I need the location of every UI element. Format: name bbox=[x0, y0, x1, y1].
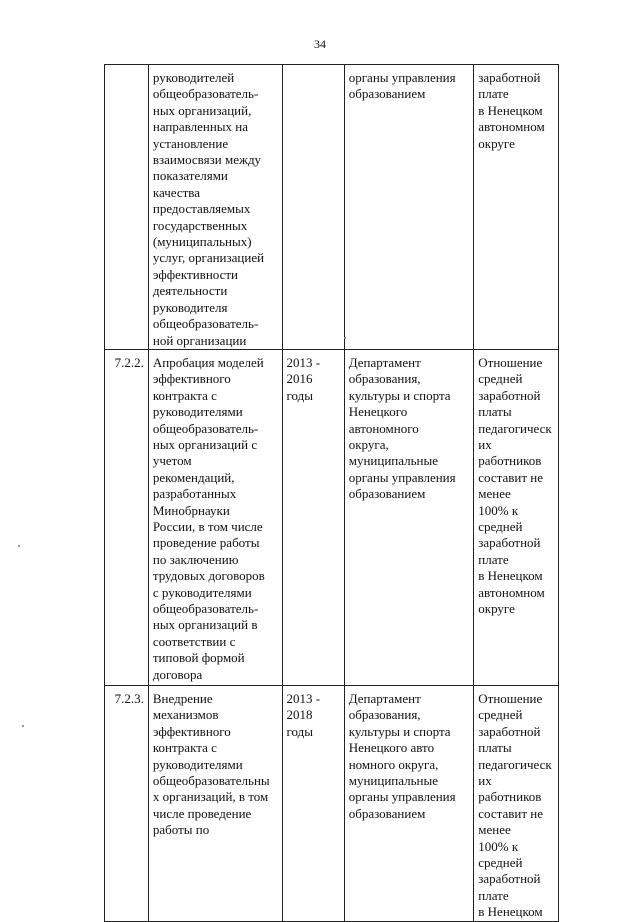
executor-cell: Департамент образования, культуры и спорта Ненецкого авто номного округа, муниципальные органы управления образованием bbox=[344, 685, 474, 921]
table-row bbox=[105, 65, 559, 350]
table-row bbox=[105, 349, 559, 685]
result-cell: заработной плате в Ненецком автономном округе bbox=[474, 65, 559, 350]
measures-table bbox=[104, 64, 559, 922]
measure-cell: Апробация моделей эффективного контракта с руководителями общеобразователь- ных организаций с учетом рекомендаций, разработанных Минобрнауки России, в том числе проведение работы по заключению трудовых договоров с руководителями общеобразователь- ных организаций в соответствии с типовой формой договора bbox=[148, 349, 282, 685]
years-cell bbox=[282, 65, 344, 350]
row-number-cell: 7.2.3. bbox=[105, 685, 149, 921]
measure-cell: руководителей общеобразователь- ных организаций, направленных на установление взаимосвязи между показателями качества предоставляемых государственных (муниципальных) услуг, организацией эффективности деятельности руководителя общеобразователь- ной организации bbox=[148, 65, 282, 350]
result-cell: Отношение средней заработной платы педагогических работников составит не менее 100% к средней заработной плате в Ненецком bbox=[474, 685, 559, 921]
result-cell: Отношение средней заработной платы педагогических работников составит не менее 100% к средней заработной плате в Ненецком автономном округе bbox=[474, 349, 559, 685]
row-number-cell bbox=[105, 65, 149, 350]
executor-cell: органы управления образованием bbox=[344, 65, 474, 350]
scan-speck bbox=[344, 337, 346, 339]
measure-cell: Внедрение механизмов эффективного контракта с руководителями общеобразовательны х организаций, в том числе проведение работы по bbox=[148, 685, 282, 921]
row-number-cell: 7.2.2. bbox=[105, 349, 149, 685]
years-cell: 2013 - 2018 годы bbox=[282, 685, 344, 921]
scan-speck bbox=[22, 725, 24, 727]
page-number: 34 bbox=[314, 37, 326, 51]
years-cell: 2013 - 2016 годы bbox=[282, 349, 344, 685]
executor-cell: Департамент образования, культуры и спорта Ненецкого автономного округа, муниципальные органы управления образованием bbox=[344, 349, 474, 685]
table-row bbox=[105, 685, 559, 921]
scan-speck bbox=[18, 545, 20, 547]
